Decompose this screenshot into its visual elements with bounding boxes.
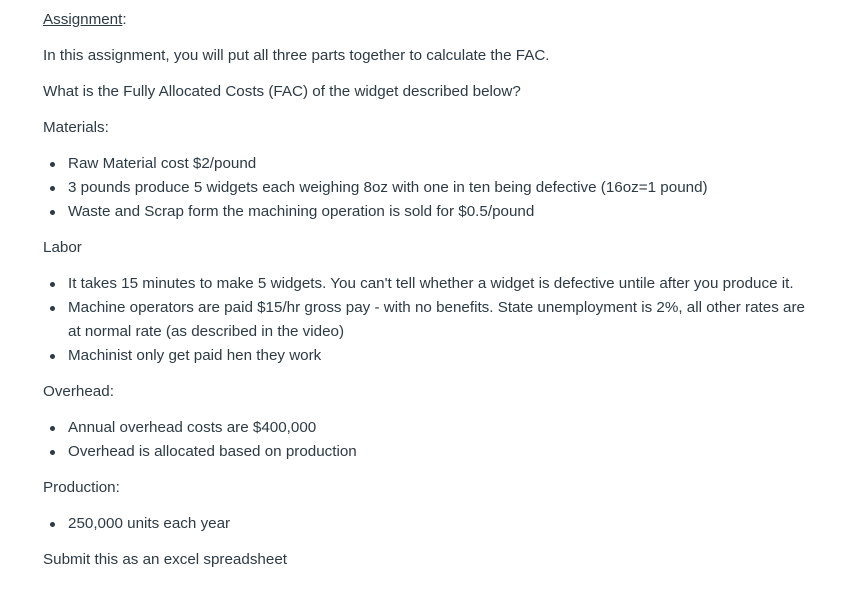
bullet-icon (50, 306, 55, 311)
list-item: Annual overhead costs are $400,000 (68, 416, 813, 440)
bullet-icon (50, 162, 55, 167)
overhead-label: Overhead: (43, 383, 114, 400)
intro-paragraph: In this assignment, you will put all three parts together to calculate the FAC. (43, 47, 550, 64)
assignment-title: Assignment (43, 11, 123, 28)
labor-label: Labor (43, 239, 82, 256)
production-list (43, 512, 813, 536)
materials-label: Materials: (43, 119, 109, 136)
assignment-heading (43, 8, 813, 32)
bullet-icon (50, 522, 55, 527)
list-item: Overhead is allocated based on production (68, 440, 813, 464)
list-item: 3 pounds produce 5 widgets each weighing 8oz with one in ten being defective (16oz=1 pound) (68, 176, 813, 200)
list-item: Raw Material cost $2/pound (68, 152, 813, 176)
submit-instruction: Submit this as an excel spreadsheet (43, 551, 287, 568)
bullet-icon (50, 186, 55, 191)
list-item: Machine operators are paid $15/hr gross pay - with no benefits. State unemployment is 2%, all other rates are at normal rate (as described in the video) (68, 296, 813, 344)
production-label: Production: (43, 479, 120, 496)
bullet-icon (50, 426, 55, 431)
question-paragraph: What is the Fully Allocated Costs (FAC) of the widget described below? (43, 83, 521, 100)
list-item: Waste and Scrap form the machining operation is sold for $0.5/pound (68, 200, 813, 224)
bullet-icon (50, 282, 55, 287)
list-item: 250,000 units each year (68, 512, 813, 536)
overhead-list (43, 416, 813, 464)
materials-list (43, 152, 813, 224)
list-item: Machinist only get paid hen they work (68, 344, 813, 368)
bullet-icon (50, 210, 55, 215)
bullet-icon (50, 354, 55, 359)
list-item: It takes 15 minutes to make 5 widgets. You can't tell whether a widget is defective untile after you produce it. (68, 272, 813, 296)
assignment-title-colon: : (122, 11, 127, 28)
labor-list (43, 272, 813, 368)
bullet-icon (50, 450, 55, 455)
